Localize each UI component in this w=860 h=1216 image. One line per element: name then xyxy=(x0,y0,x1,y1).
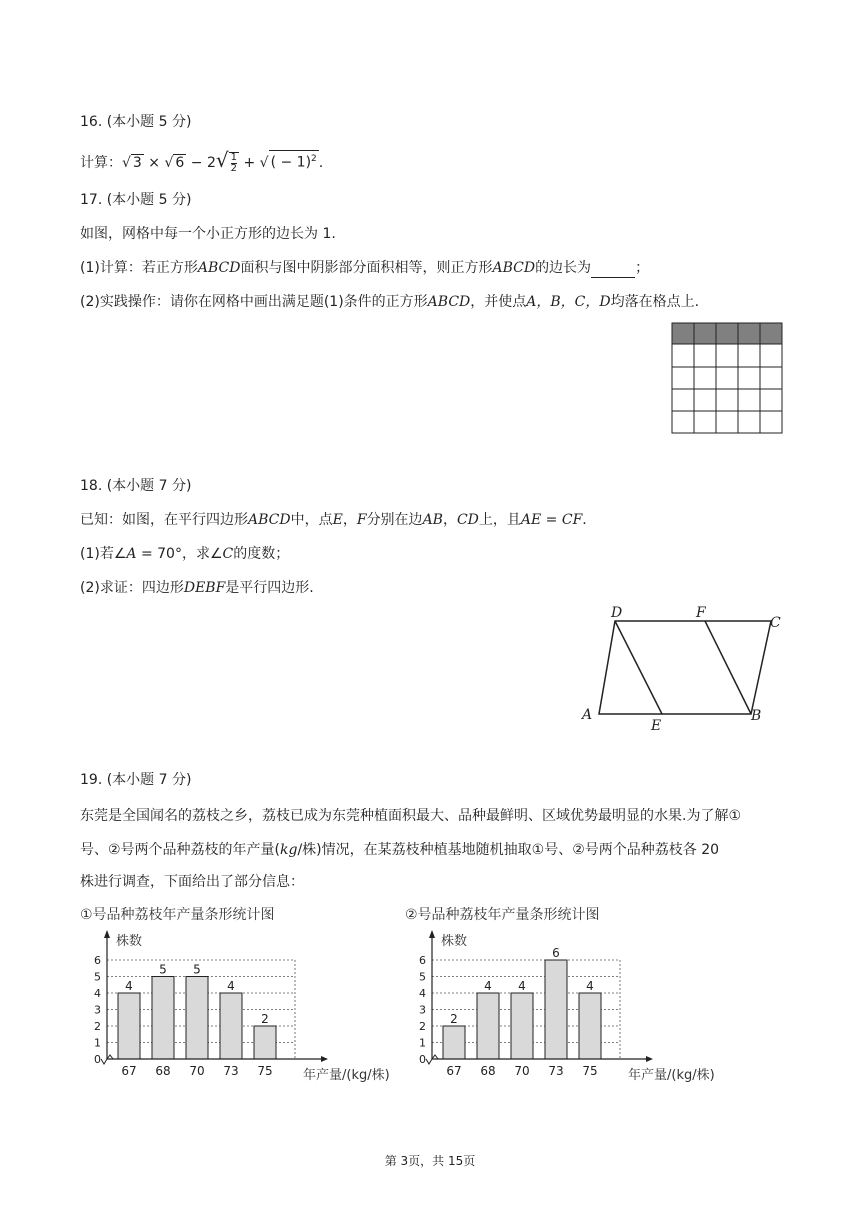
q17-p2-c: 均落在格点上. xyxy=(610,294,700,310)
q18-p1-b: = 70°，求∠ xyxy=(136,546,223,562)
q18-given-a: 已知：如图，在平行四边形 xyxy=(80,512,248,528)
q16-radicand-2: 6 xyxy=(175,155,185,171)
q16-minus: − 2 xyxy=(186,155,216,171)
q17-p2-a: (2)实践操作：请你在网格中画出满足题(1)条件的正方形 xyxy=(80,294,428,310)
bar-value-label: 5 xyxy=(193,962,201,977)
y-tick-label: 1 xyxy=(419,1036,426,1050)
q18-given-ab: AB xyxy=(422,512,443,528)
q17-part2 xyxy=(80,292,699,312)
q18-part1 xyxy=(80,544,289,564)
q17-intro-a: 如图，网格中每一个小正方形的边长为 xyxy=(80,226,323,242)
x-tick-label: 70 xyxy=(189,1064,205,1078)
q16-end: . xyxy=(318,155,324,171)
q19-line2-a: 号、②号两个品种荔枝的年产量( xyxy=(80,842,281,858)
y-tick-label: 4 xyxy=(94,987,101,1000)
parallelogram-abcd xyxy=(599,621,771,714)
x-tick-label: 75 xyxy=(582,1064,598,1078)
q18-given-e: E xyxy=(332,512,343,528)
q18-given-eq: AE = CF xyxy=(520,512,583,528)
q18-given-abcd: ABCD xyxy=(248,512,291,528)
x-axis-arrow xyxy=(321,1056,328,1062)
q18-p2-b: 是平行四边形. xyxy=(225,580,314,596)
y-axis-label: 株数 xyxy=(441,934,468,949)
q19-heading: 19. (本小题 7 分) xyxy=(80,772,192,788)
q16-sup: 2 xyxy=(311,154,317,165)
q16-calc-label: 计算： xyxy=(80,155,122,171)
q17-p1-a: (1)计算：若正方形 xyxy=(80,260,198,276)
point-label-f: F xyxy=(696,605,706,621)
x-axis-label: 年产量/(kg/株) xyxy=(628,1068,715,1083)
q17-heading: 17. (本小题 5 分) xyxy=(80,192,192,208)
y-tick-label: 5 xyxy=(94,970,101,984)
q18-p2-debf: DEBF xyxy=(183,580,226,596)
q19-line1: 东莞是全国闻名的荔枝之乡，荔枝已成为东莞种植面积最大、品种最鲜明、区域优势最明显的水果.为了解① xyxy=(80,808,741,824)
bar xyxy=(220,993,242,1059)
bar xyxy=(186,977,208,1060)
q18-given-f2: 上，且 xyxy=(478,512,521,528)
y-tick-label: 4 xyxy=(419,987,426,1000)
bar-value-label: 4 xyxy=(484,979,492,993)
y-tick-label: 0 xyxy=(419,1053,426,1066)
bar xyxy=(118,993,140,1059)
bar-value-label: 4 xyxy=(586,979,594,993)
segment-de xyxy=(615,621,662,714)
x-axis-label: 年产量/(kg/株) xyxy=(303,1068,390,1083)
q18-p1-a: (1)若∠ xyxy=(80,546,127,562)
y-tick-label: 5 xyxy=(419,970,426,984)
bar xyxy=(152,977,174,1060)
bar xyxy=(579,993,601,1059)
q17-p2-b: ，并使点 xyxy=(470,294,527,310)
q18-heading: 18. (本小题 7 分) xyxy=(80,478,192,494)
bar-value-label: 2 xyxy=(261,1012,269,1026)
q16-heading: 16. (本小题 5 分) xyxy=(80,114,192,130)
y-axis-arrow xyxy=(104,930,110,938)
q16-fraction xyxy=(229,152,239,174)
x-tick-label: 70 xyxy=(514,1064,530,1078)
parallelogram-figure xyxy=(575,600,795,735)
q18-given-cd: CD xyxy=(456,512,479,528)
y-tick-label: 6 xyxy=(94,954,101,967)
bar-value-label: 4 xyxy=(227,979,235,993)
q16-frac-num: 1 xyxy=(230,152,237,163)
q17-p1-c: 的边长为 xyxy=(535,260,592,276)
y-tick-label: 3 xyxy=(94,1003,101,1017)
y-tick-label: 2 xyxy=(419,1020,426,1033)
q18-p1-c: 的度数； xyxy=(233,546,290,562)
bar xyxy=(477,993,499,1059)
x-tick-label: 75 xyxy=(257,1064,273,1078)
y-tick-label: 6 xyxy=(419,954,426,967)
x-tick-label: 67 xyxy=(121,1064,137,1078)
q18-given xyxy=(80,510,587,530)
y-axis-arrow xyxy=(429,930,435,938)
point-label-e: E xyxy=(651,718,662,734)
q17-p1-abcd1: ABCD xyxy=(197,260,241,276)
x-tick-label: 73 xyxy=(223,1064,239,1078)
q18-given-g: . xyxy=(582,512,587,528)
q17-p1-abcd2: ABCD xyxy=(492,260,536,276)
q18-given-b: 中，点 xyxy=(290,512,333,528)
q19-line2-b: /株)情况，在某荔枝种植基地随机抽取①号、②号两个品种荔枝各 20 xyxy=(297,842,720,858)
q18-p2-a: (2)求证：四边形 xyxy=(80,580,184,596)
page-footer: 第 3页，共 15页 xyxy=(384,1154,476,1168)
x-tick-label: 67 xyxy=(446,1064,462,1078)
point-label-a: A xyxy=(582,707,593,723)
sqrt-symbol: √ xyxy=(259,155,269,171)
bar-value-label: 5 xyxy=(159,962,167,977)
x-tick-label: 68 xyxy=(155,1064,171,1078)
bar-value-label: 6 xyxy=(552,946,560,960)
bar-value-label: 4 xyxy=(125,979,133,993)
q16-expression xyxy=(80,150,323,174)
chart-title: ②号品种荔枝年产量条形统计图 xyxy=(405,907,600,923)
q16-times: × xyxy=(143,155,165,171)
bar-value-label: 4 xyxy=(518,979,526,993)
bar xyxy=(511,993,533,1059)
bar-chart-variety-2 xyxy=(395,898,725,1093)
q17-part1 xyxy=(80,258,649,278)
y-tick-label: 0 xyxy=(94,1053,101,1066)
q19-line2 xyxy=(80,840,719,860)
q17-intro-n: 1 xyxy=(322,226,332,242)
bar xyxy=(254,1026,276,1059)
answer-blank[interactable] xyxy=(591,263,635,278)
q16-r3-text: ( − 1) xyxy=(270,155,312,171)
q17-p2-abcd: ABCD xyxy=(427,294,471,310)
q19-line3: 株进行调查，下面给出了部分信息： xyxy=(80,874,304,890)
q16-radicand-1: 3 xyxy=(132,155,142,171)
y-axis-label: 株数 xyxy=(116,934,143,949)
bar-chart-variety-1 xyxy=(70,898,400,1093)
q16-radicand-3 xyxy=(269,150,319,171)
q17-p2-pts: A，B，C，D xyxy=(526,294,611,310)
grid-figure xyxy=(671,322,783,434)
sqrt-symbol: √ xyxy=(215,148,229,172)
grid-shaded-row xyxy=(672,323,782,344)
q18-given-c: ， xyxy=(342,512,357,528)
x-tick-label: 68 xyxy=(480,1064,496,1078)
bar-value-label: 2 xyxy=(450,1012,458,1026)
q17-p1-b: 面积与图中阴影部分面积相等，则正方形 xyxy=(240,260,493,276)
q18-p1-A: A xyxy=(126,546,137,562)
q16-frac-den: 2 xyxy=(230,163,237,174)
point-label-b: B xyxy=(751,708,762,724)
q18-given-d: 分别在边 xyxy=(366,512,423,528)
q18-given-e2: ， xyxy=(442,512,457,528)
q18-given-f: F xyxy=(356,512,367,528)
segment-fb xyxy=(705,621,751,714)
y-tick-label: 1 xyxy=(94,1036,101,1050)
q18-part2 xyxy=(80,578,314,598)
q18-p1-C: C xyxy=(222,546,234,562)
bar xyxy=(545,960,567,1059)
point-label-c: C xyxy=(770,615,781,631)
q16-plus: + xyxy=(239,155,260,171)
q19-line2-unit: kg xyxy=(280,842,298,858)
q17-p1-d: ； xyxy=(635,260,650,276)
y-tick-label: 2 xyxy=(94,1020,101,1033)
chart-title: ①号品种荔枝年产量条形统计图 xyxy=(80,907,275,923)
sqrt-symbol: √ xyxy=(122,155,131,171)
x-axis-arrow xyxy=(646,1056,653,1062)
x-tick-label: 73 xyxy=(548,1064,564,1078)
q17-intro-b: . xyxy=(331,226,336,242)
y-tick-label: 3 xyxy=(419,1003,426,1017)
q17-intro xyxy=(80,224,336,244)
point-label-d: D xyxy=(611,605,623,621)
bar xyxy=(443,1026,465,1059)
sqrt-symbol: √ xyxy=(164,155,174,171)
